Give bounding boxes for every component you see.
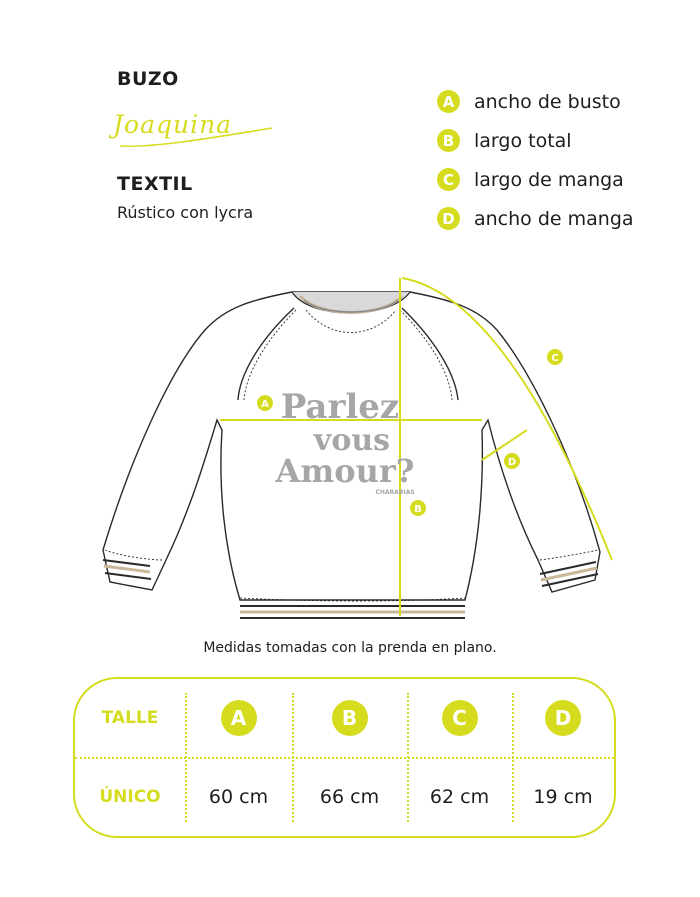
table-value-a — [185, 757, 292, 837]
size-value-text: ÚNICO — [99, 787, 161, 807]
table-header-d — [512, 679, 614, 757]
table-header-b — [292, 679, 407, 757]
marker-a-label: A — [261, 399, 269, 410]
badge-b-icon: B — [437, 129, 460, 152]
left-cuff-rib — [103, 560, 151, 579]
table-header-c — [407, 679, 512, 757]
print-line-1: Parlez — [280, 387, 400, 427]
value-d: 19 cm — [533, 786, 593, 808]
legend-text: ancho de manga — [474, 207, 634, 230]
hem-rib — [240, 606, 465, 618]
sweatshirt-diagram — [0, 260, 700, 630]
table-size-value — [75, 757, 185, 837]
header-a-icon: A — [221, 700, 257, 736]
table-value-c — [407, 757, 512, 837]
header-d-icon: D — [545, 700, 581, 736]
marker-d-label: D — [507, 457, 517, 468]
table-header-size — [75, 679, 185, 757]
garment-name: Joaquina — [113, 110, 233, 139]
fabric-label: TEXTIL — [117, 173, 193, 195]
value-b: 66 cm — [319, 786, 380, 808]
size-table — [73, 677, 616, 838]
garment-type: BUZO — [117, 68, 179, 90]
print-line-3: Amour? — [275, 452, 415, 490]
table-header-a — [185, 679, 292, 757]
legend-item-a — [437, 90, 621, 113]
badge-c-icon: C — [437, 168, 460, 191]
badge-a-icon: A — [437, 90, 460, 113]
size-header-text: TALLE — [101, 708, 159, 728]
legend-text: largo de manga — [474, 168, 624, 191]
marker-b-label: B — [414, 504, 422, 515]
neck-rib — [292, 292, 410, 333]
legend-item-b — [437, 129, 572, 152]
measure-d-line — [482, 430, 527, 460]
table-value-d — [512, 757, 614, 837]
value-c: 62 cm — [429, 786, 490, 808]
value-a: 60 cm — [208, 786, 269, 808]
table-value-b — [292, 757, 407, 837]
right-cuff-rib — [540, 562, 598, 586]
header-b-icon: B — [332, 700, 368, 736]
print-line-2: vous — [313, 423, 391, 458]
print-brand: CHARABIAS — [375, 489, 415, 496]
measurement-note: Medidas tomadas con la prenda en plano. — [203, 640, 497, 656]
header-c-icon: C — [442, 700, 478, 736]
legend-text: largo total — [474, 129, 572, 152]
legend-item-c — [437, 168, 624, 191]
badge-d-icon: D — [437, 207, 460, 230]
legend-text: ancho de busto — [474, 90, 621, 113]
marker-c-label: C — [551, 353, 559, 364]
legend-item-d — [437, 207, 634, 230]
name-underline-swash — [112, 104, 282, 154]
fabric-value: Rústico con lycra — [117, 203, 254, 222]
